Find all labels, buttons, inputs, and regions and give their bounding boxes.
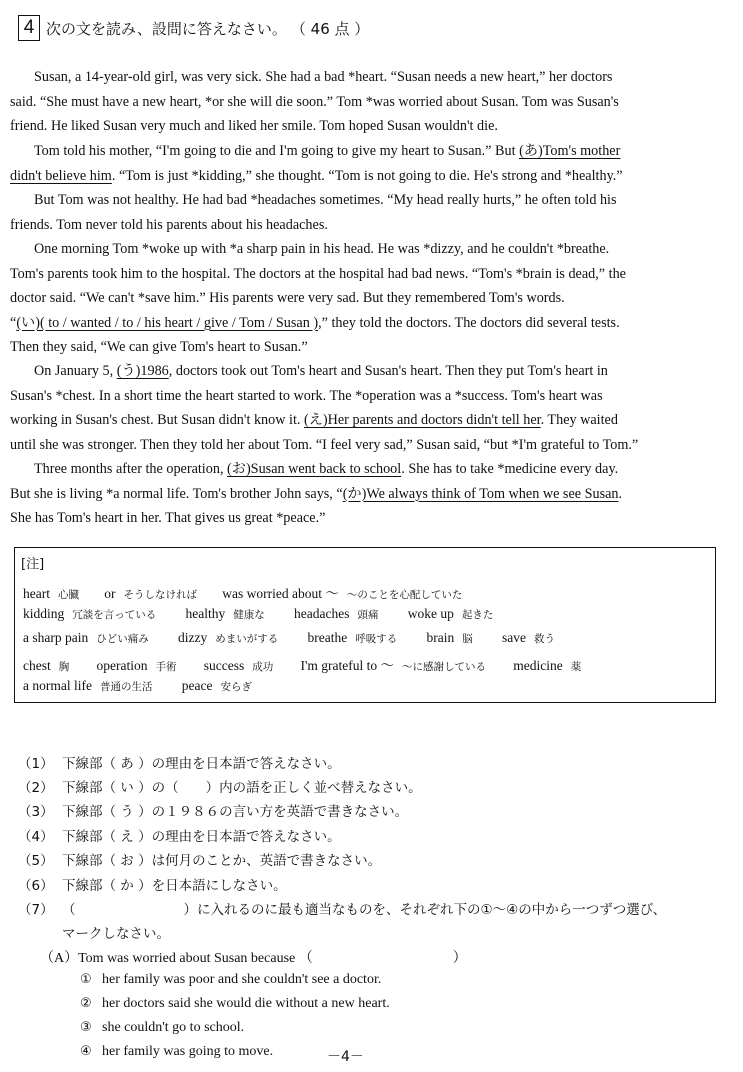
note-item	[502, 630, 555, 646]
note-term: kidding	[23, 606, 65, 621]
notes-title: [注]	[21, 557, 45, 572]
page-number: －4－	[327, 1049, 364, 1065]
question-text: 下線部（ う ）の１９８６の言い方を英語で書きなさい。	[62, 804, 409, 820]
underline-u: (う)1986	[116, 363, 169, 379]
note-term: woke up	[407, 606, 454, 621]
note-item	[104, 586, 197, 602]
passage-text: But she is living *a normal life. Tom's brother John says, “	[10, 485, 343, 502]
underline-e: (え)Her parents and doctors didn't tell her	[304, 412, 541, 428]
choice-1[interactable]	[80, 972, 381, 988]
passage-line	[10, 311, 724, 336]
passage-line: Tom's parents took him to the hospital. The doctors at the hospital had bad news. “Tom's *brain is dead,” the	[10, 265, 626, 282]
passage-text: Tom told his mother, “I'm going to die and I'm going to give my heart to Susan.” But	[34, 143, 520, 159]
passage-paragraph-3	[10, 188, 724, 237]
passage-line: She has Tom's heart in her. That gives us great *peace.”	[10, 510, 326, 526]
note-meaning: 成功	[252, 661, 274, 673]
passage-text: Three months after the operation,	[34, 461, 228, 477]
note-meaning: 脳	[462, 633, 473, 645]
note-item	[222, 582, 462, 602]
passage-text: . They waited	[540, 412, 618, 428]
passage-line: Susan's *chest. In a short time the heart started to work. The *operation was a *success. Tom's heart was	[10, 387, 603, 404]
question-number: （5）	[18, 853, 54, 869]
note-item	[300, 654, 486, 674]
passage-text: . “Tom is just *kidding,” she thought. “Tom is not going to die. He's strong and *healthy.”	[111, 167, 623, 184]
notes-row	[23, 606, 509, 626]
note-item	[307, 630, 397, 646]
note-term: save	[501, 630, 526, 645]
passage-paragraph-2	[10, 139, 724, 188]
choice-text: her family was going to move.	[102, 1044, 274, 1059]
choice-number: ④	[80, 1044, 92, 1059]
note-meaning: そうしなければ	[123, 589, 197, 601]
note-item	[23, 678, 152, 694]
note-meaning: 頭痛	[357, 609, 379, 621]
note-term: a sharp pain	[23, 630, 89, 645]
question-text: （ ）に入れるのに最も適当なものを、それぞれ下の①～④の中から一つずつ選び、	[62, 902, 667, 918]
note-term: operation	[96, 658, 148, 673]
question-text: 下線部（ い ）の（ ）内の語を正しく並べ替えなさい。	[62, 780, 422, 796]
note-item	[23, 606, 156, 622]
notes-row	[23, 654, 597, 674]
note-term: breathe	[307, 630, 348, 645]
question-1	[18, 752, 341, 772]
note-term: healthy	[185, 606, 226, 621]
passage-text: . She has to take *medicine every day.	[401, 461, 619, 477]
passage-line	[10, 457, 724, 482]
note-meaning: めまいがする	[215, 633, 279, 645]
sub-question-a: （A）Tom was worried about Susan because （ ）	[40, 951, 467, 966]
note-term: success	[203, 658, 245, 673]
question-text: 下線部（ え ）の理由を日本語で答えなさい。	[62, 829, 341, 845]
note-meaning: 冗談を言っている	[72, 609, 157, 621]
passage-paragraph-6	[10, 457, 724, 531]
underline-a-part1: (あ)Tom's mother	[519, 143, 621, 159]
note-term: a normal life	[23, 678, 92, 693]
note-term: chest	[23, 658, 51, 673]
question-3	[18, 800, 408, 820]
section-number-box: 4	[18, 15, 40, 41]
underline-a-part2: didn't believe him	[10, 167, 112, 184]
notes-row	[23, 630, 571, 650]
passage-line: doctor said. “We can't *save him.” His parents were very sad. But they remembered Tom's words.	[10, 290, 565, 306]
section-points: （ 46 点 ）	[290, 19, 370, 38]
passage-line: But Tom was not healthy. He had bad *headaches sometimes. “My head really hurts,” he often told his	[34, 192, 617, 208]
passage-paragraph-5	[10, 359, 724, 457]
choice-2[interactable]	[80, 996, 390, 1012]
choice-3[interactable]	[80, 1020, 244, 1036]
note-term: medicine	[513, 658, 563, 673]
note-item	[23, 658, 69, 674]
passage-text: “	[10, 314, 17, 331]
question-number: （1）	[18, 756, 54, 772]
note-meaning: 呼吸する	[355, 633, 398, 645]
note-item	[178, 630, 278, 646]
passage-line	[10, 164, 724, 189]
note-item	[97, 658, 177, 674]
choice-text: she couldn't go to school.	[102, 1020, 245, 1035]
passage-line: said. “She must have a new heart, *or she will die soon.” Tom *was worried about Susan. Tom was Susan's	[10, 93, 619, 110]
question-7-continued: マークしなさい。	[62, 926, 170, 942]
note-term: I'm grateful to ～	[300, 658, 395, 673]
passage-line: Susan, a 14-year-old girl, was very sick. She had a bad *heart. “Susan needs a new heart,” her doctors	[34, 69, 613, 85]
note-item	[294, 606, 378, 622]
section-header	[18, 14, 369, 42]
passage-text: working in Susan's chest. But Susan didn't know it.	[10, 412, 304, 428]
note-term: peace	[181, 678, 213, 693]
question-7	[18, 898, 666, 918]
passage-line	[10, 408, 724, 433]
question-6	[18, 874, 287, 894]
note-item	[426, 630, 472, 646]
note-meaning: ～のことを心配していた	[346, 589, 463, 601]
choice-number: ②	[80, 996, 92, 1011]
note-meaning: 救う	[533, 633, 555, 645]
passage-line: friend. He liked Susan very much and liked her smile. Tom hoped Susan wouldn't die.	[10, 118, 498, 134]
question-number: （4）	[18, 829, 54, 845]
note-meaning: ～に感謝している	[402, 661, 487, 673]
passage-line: until she was stronger. Then they told her about Tom. “I feel very sad,” Susan said, “but *I'm grateful to Tom.”	[10, 436, 639, 453]
underline-i: (い)( to / wanted / to / his heart / give / Tom / Susan )	[16, 314, 319, 331]
passage-line: Then they said, “We can give Tom's heart to Susan.”	[10, 339, 308, 355]
note-meaning: ひどい痛み	[96, 633, 149, 645]
passage-text: ,” they told the doctors. The doctors did several tests.	[318, 314, 620, 331]
passage-paragraph-4	[10, 237, 724, 360]
section-instruction: 次の文を読み、設問に答えなさい。	[46, 19, 287, 38]
question-number: （6）	[18, 878, 54, 894]
note-item	[513, 658, 581, 674]
question-number: （3）	[18, 804, 54, 820]
choice-text: her family was poor and she couldn't see a doctor.	[102, 972, 382, 987]
passage-text: , doctors took out Tom's heart and Susan's heart. Then they put Tom's heart in	[168, 363, 608, 379]
choice-number: ③	[80, 1020, 92, 1035]
note-meaning: 健康な	[233, 609, 265, 621]
passage-text: On January 5,	[34, 363, 117, 379]
note-meaning: 薬	[570, 661, 582, 673]
note-term: or	[104, 586, 116, 601]
note-meaning: 心臓	[57, 589, 79, 601]
note-item	[186, 606, 265, 622]
question-text: 下線部（ お ）は何月のことか、英語で書きなさい。	[62, 853, 382, 869]
passage-line	[10, 359, 724, 384]
passage-line: One morning Tom *woke up with *a sharp pain in his head. He was *dizzy, and he couldn't *breathe.	[34, 241, 610, 257]
note-term: brain	[426, 630, 455, 645]
vocabulary-notes-box	[14, 547, 716, 703]
notes-row	[23, 582, 478, 602]
note-item	[23, 630, 149, 646]
choice-4[interactable]	[80, 1044, 273, 1060]
underline-ka: (か)We always think of Tom when we see Susan	[342, 485, 619, 502]
note-term: heart	[23, 586, 50, 601]
choice-number: ①	[80, 972, 92, 987]
passage-line	[10, 139, 724, 164]
note-meaning: 手術	[155, 661, 177, 673]
note-term: headaches	[294, 606, 350, 621]
note-item	[182, 678, 252, 694]
note-item	[408, 606, 494, 622]
note-term: dizzy	[177, 630, 208, 645]
note-item	[204, 658, 274, 674]
note-meaning: 胸	[58, 661, 70, 673]
note-meaning: 普通の生活	[99, 681, 153, 693]
choice-text: her doctors said she would die without a new heart.	[102, 996, 390, 1011]
question-4	[18, 825, 341, 845]
passage-line	[10, 482, 724, 507]
note-meaning: 安らぎ	[220, 681, 252, 693]
passage-text: .	[618, 485, 623, 502]
notes-row	[23, 678, 268, 698]
question-text: 下線部（ あ ）の理由を日本語で答えなさい。	[62, 756, 341, 772]
note-meaning: 起きた	[461, 609, 494, 621]
question-text: 下線部（ か ）を日本語にしなさい。	[62, 878, 287, 894]
underline-o: (お)Susan went back to school	[227, 461, 402, 477]
note-term: was worried about ～	[222, 586, 339, 601]
question-number: （7）	[18, 902, 54, 918]
passage-paragraph-1	[10, 65, 724, 139]
question-number: （2）	[18, 780, 54, 796]
question-5	[18, 849, 381, 869]
note-item	[23, 586, 79, 602]
passage-line: friends. Tom never told his parents about his headaches.	[10, 216, 328, 233]
question-2	[18, 776, 422, 796]
